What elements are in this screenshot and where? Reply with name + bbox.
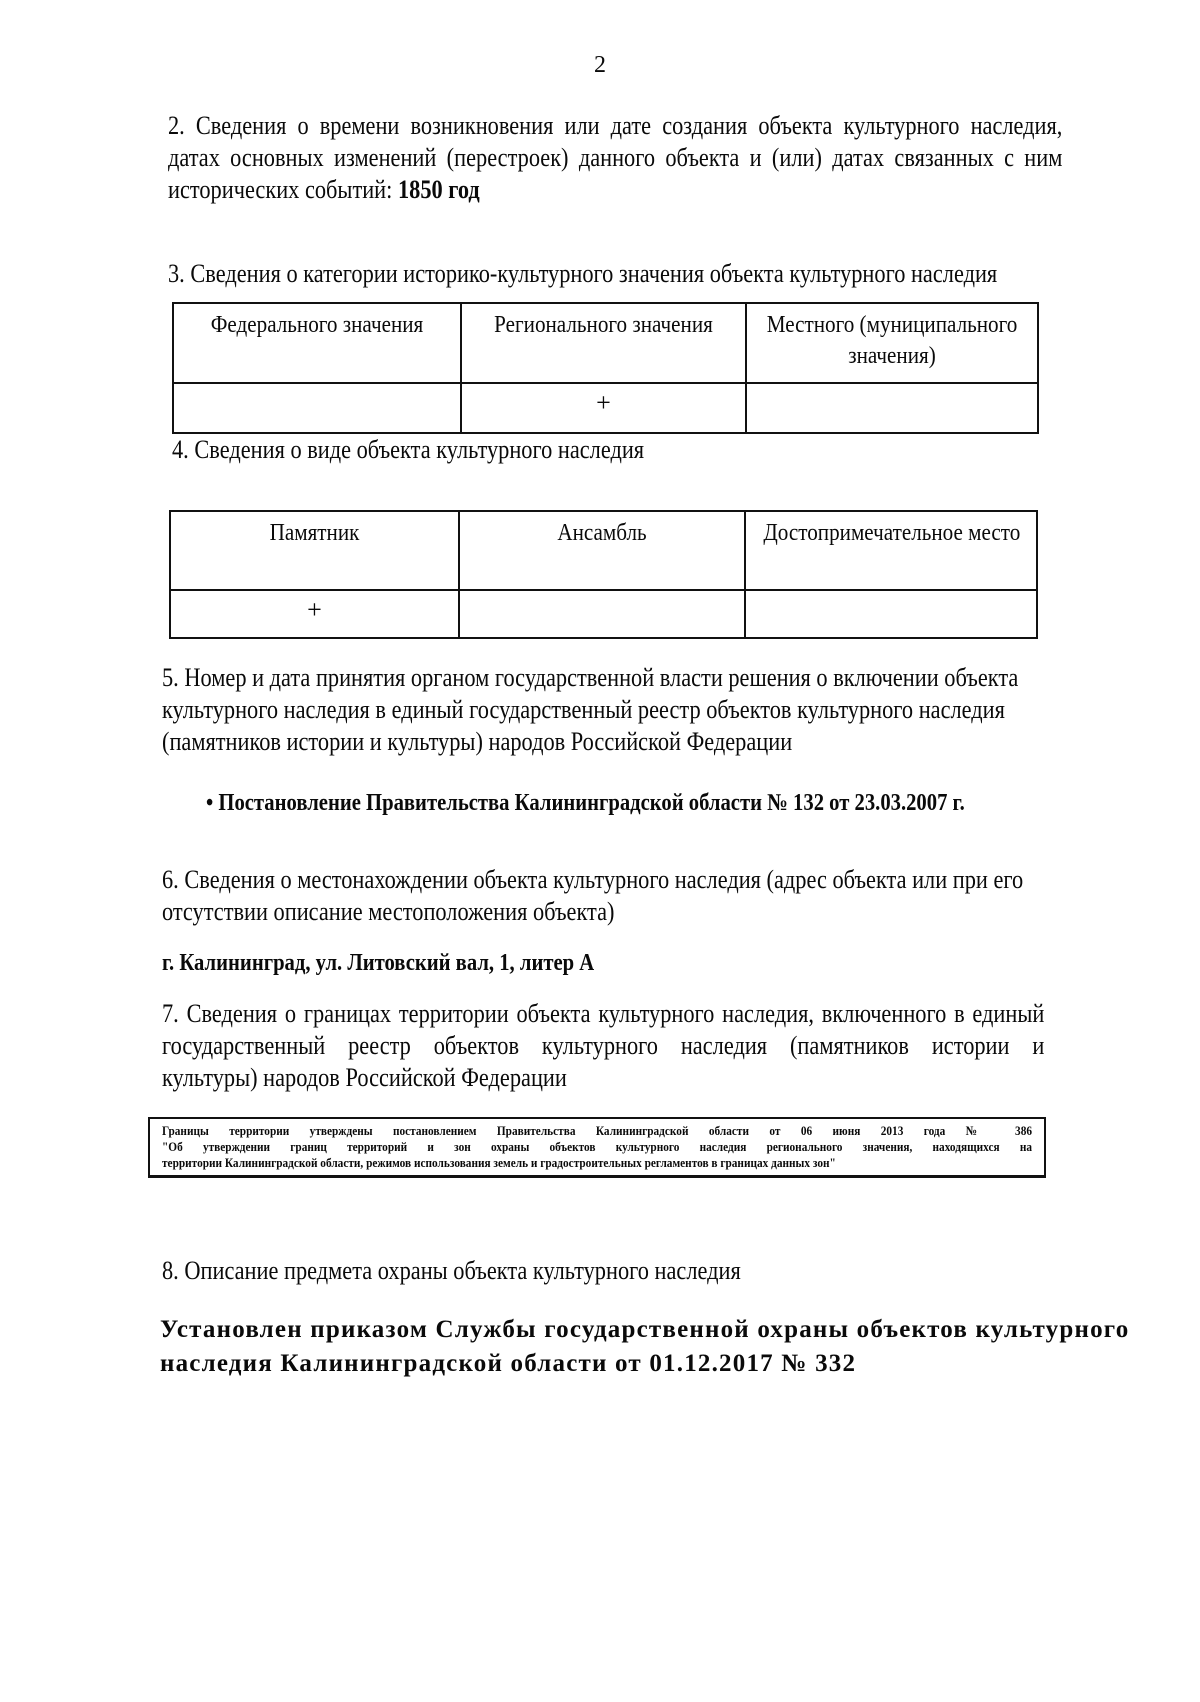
- protection-subject-text: [160, 1313, 1130, 1381]
- section-7-line-2: государственный реестр объектов культурного наследия (памятников истории и: [162, 1031, 1045, 1060]
- section-2-line-2: датах основных изменений (перестроек) данного объекта и (или) датах связанных с ним: [168, 143, 1063, 172]
- category-table-mark-row: [173, 383, 1038, 433]
- section-7-line-1: 7. Сведения о границах территории объекта культурного наследия, включенного в единый: [162, 999, 1045, 1028]
- type-table-mark-row: [170, 590, 1037, 638]
- section-5-line-2: культурного наследия в единый государственный реестр объектов культурного наследия: [162, 695, 1005, 724]
- section-7-text: [162, 998, 1044, 1094]
- section-5-line-3: (памятников истории и культуры) народов Российской Федерации: [162, 727, 793, 756]
- section-3-heading: 3. Сведения о категории историко-культурного значения объекта культурного наследия: [168, 259, 998, 288]
- section-2-line-3: [168, 174, 1062, 206]
- section-2-line-3-prefix: исторических событий:: [168, 175, 398, 204]
- protection-subject-line-1: Установлен приказом Службы государственной охраны объектов культурного: [160, 1316, 1130, 1343]
- boundaries-note-box: [148, 1117, 1046, 1178]
- category-header-federal: Федерального значения: [173, 303, 461, 383]
- category-header-regional: Регионального значения: [461, 303, 746, 383]
- type-mark-ensemble: [459, 590, 745, 638]
- category-header-local-line-2: значения): [848, 343, 936, 369]
- protection-subject-line-2: наследия Калининградской области от 01.12.2017 № 332: [160, 1350, 857, 1377]
- section-2-line-1: 2. Сведения о времени возникновения или дате создания объекта культурного наследия,: [168, 111, 1063, 140]
- section-4-heading: 4. Сведения о виде объекта культурного наследия: [172, 435, 645, 464]
- category-table-header-row: [173, 303, 1038, 383]
- type-mark-monument: +: [170, 590, 459, 638]
- type-mark-landmark: [745, 590, 1037, 638]
- type-header-monument: Памятник: [170, 511, 459, 590]
- registry-decree: • Постановление Правительства Калининградской области № 132 от 23.03.2007 г.: [206, 790, 965, 816]
- category-mark-local: [746, 383, 1038, 433]
- section-5-line-1: 5. Номер и дата принятия органом государственной власти решения о включении объекта: [162, 663, 1019, 692]
- section-7-line-3: культуры) народов Российской Федерации: [162, 1063, 567, 1092]
- type-header-ensemble: Ансамбль: [459, 511, 745, 590]
- section-6-line-1: 6. Сведения о местонахождении объекта культурного наследия (адрес объекта или при его: [162, 865, 1024, 894]
- category-table: [172, 302, 1039, 434]
- section-2-text: [168, 110, 1062, 206]
- creation-date-value: 1850 год: [397, 175, 480, 204]
- category-header-local-line-1: Местного (муниципального: [766, 312, 1018, 338]
- page-number: 2: [594, 52, 606, 78]
- boundaries-note-text: [162, 1123, 1032, 1171]
- type-header-landmark: Достопримечательное место: [745, 511, 1037, 590]
- object-address: г. Калининград, ул. Литовский вал, 1, литер А: [162, 950, 595, 976]
- boundaries-note-line-2: "Об утверждении границ территорий и зон охраны объектов культурного наследия регионального значения, находящихся на: [162, 1139, 1032, 1154]
- type-table: [169, 510, 1038, 639]
- category-mark-regional: +: [461, 383, 746, 433]
- section-6-text: [162, 864, 1023, 928]
- section-8-heading: 8. Описание предмета охраны объекта культурного наследия: [162, 1256, 741, 1285]
- boundaries-note-line-3: территории Калининградской области, режимов использования земель и градостроительных регламентов в границах данных зон": [162, 1155, 836, 1170]
- section-5-text: [162, 662, 1018, 758]
- category-mark-federal: [173, 383, 461, 433]
- category-header-local: [746, 303, 1038, 383]
- boundaries-note-line-1: Границы территории утверждены постановлением Правительства Калининградской области от 06 июня 2013 года № 386: [162, 1123, 1032, 1138]
- section-6-line-2: отсутствии описание местоположения объекта): [162, 897, 615, 926]
- type-table-header-row: [170, 511, 1037, 590]
